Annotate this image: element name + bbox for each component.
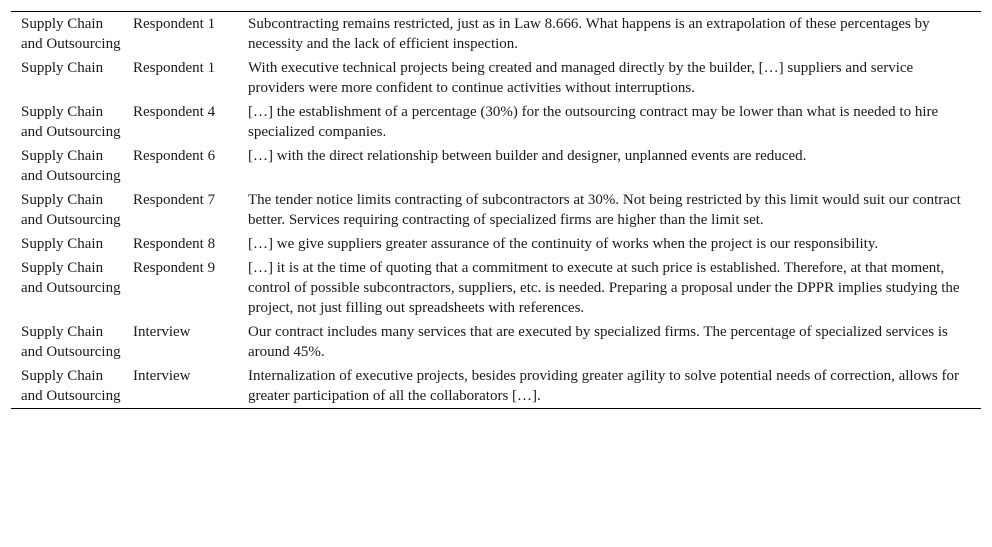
source-cell: Respondent 1 bbox=[133, 60, 216, 76]
table-row bbox=[11, 188, 981, 232]
table-row bbox=[11, 320, 981, 364]
quote-cell: With executive technical projects being created and managed directly by the builder, […] suppliers and service providers were more confident to continue activities without interruptions. bbox=[248, 60, 914, 96]
theme-cell: Supply Chain and Outsourcing bbox=[21, 192, 121, 228]
theme-cell: Supply Chain and Outsourcing bbox=[21, 16, 121, 52]
table-row bbox=[11, 232, 981, 256]
theme-cell: Supply Chain and Outsourcing bbox=[21, 148, 121, 184]
quote-cell: […] we give suppliers greater assurance of the continuity of works when the project is our responsibility. bbox=[248, 236, 879, 252]
theme-cell: Supply Chain bbox=[21, 236, 104, 252]
theme-cell: Supply Chain and Outsourcing bbox=[21, 104, 121, 140]
quote-cell: […] with the direct relationship between builder and designer, unplanned events are reduced. bbox=[248, 148, 807, 164]
quote-cell: The tender notice limits contracting of subcontractors at 30%. Not being restricted by this limit would suit our contract better. Services requiring contracting of specialized firms are higher than the limit set. bbox=[248, 192, 961, 228]
theme-cell: Supply Chain and Outsourcing bbox=[21, 368, 121, 404]
theme-cell: Supply Chain and Outsourcing bbox=[21, 324, 121, 360]
table-row bbox=[11, 256, 981, 320]
quote-cell: […] the establishment of a percentage (30%) for the outsourcing contract may be lower than what is needed to hire specialized companies. bbox=[248, 104, 939, 140]
source-cell: Respondent 4 bbox=[133, 104, 216, 120]
table-row bbox=[11, 144, 981, 188]
source-cell: Respondent 6 bbox=[133, 148, 216, 164]
source-cell: Respondent 8 bbox=[133, 236, 216, 252]
source-cell: Respondent 7 bbox=[133, 192, 216, 208]
theme-cell: Supply Chain bbox=[21, 60, 104, 76]
table-row bbox=[11, 364, 981, 408]
quote-cell: Internalization of executive projects, besides providing greater agility to solve potential needs of correction, allows for greater participation of all the collaborators […]. bbox=[248, 368, 960, 404]
source-cell: Respondent 9 bbox=[133, 260, 216, 276]
table-row bbox=[11, 100, 981, 144]
source-cell: Interview bbox=[133, 324, 191, 340]
quotes-table bbox=[11, 11, 981, 409]
quote-cell: […] it is at the time of quoting that a commitment to execute at such price is established. Therefore, at that moment, control of possible subcontractors, suppliers, etc. is needed. Preparing a proposal under the DPPR implies studying the project, not just filling out spreadsheets with references. bbox=[248, 260, 960, 316]
theme-cell: Supply Chain and Outsourcing bbox=[21, 260, 121, 296]
table-row bbox=[11, 12, 981, 56]
source-cell: Respondent 1 bbox=[133, 16, 216, 32]
source-cell: Interview bbox=[133, 368, 191, 384]
quote-cell: Subcontracting remains restricted, just as in Law 8.666. What happens is an extrapolation of these percentages by necessity and the lack of efficient inspection. bbox=[248, 16, 930, 52]
table-row bbox=[11, 56, 981, 100]
quote-cell: Our contract includes many services that are executed by specialized firms. The percentage of specialized services is around 45%. bbox=[248, 324, 948, 360]
